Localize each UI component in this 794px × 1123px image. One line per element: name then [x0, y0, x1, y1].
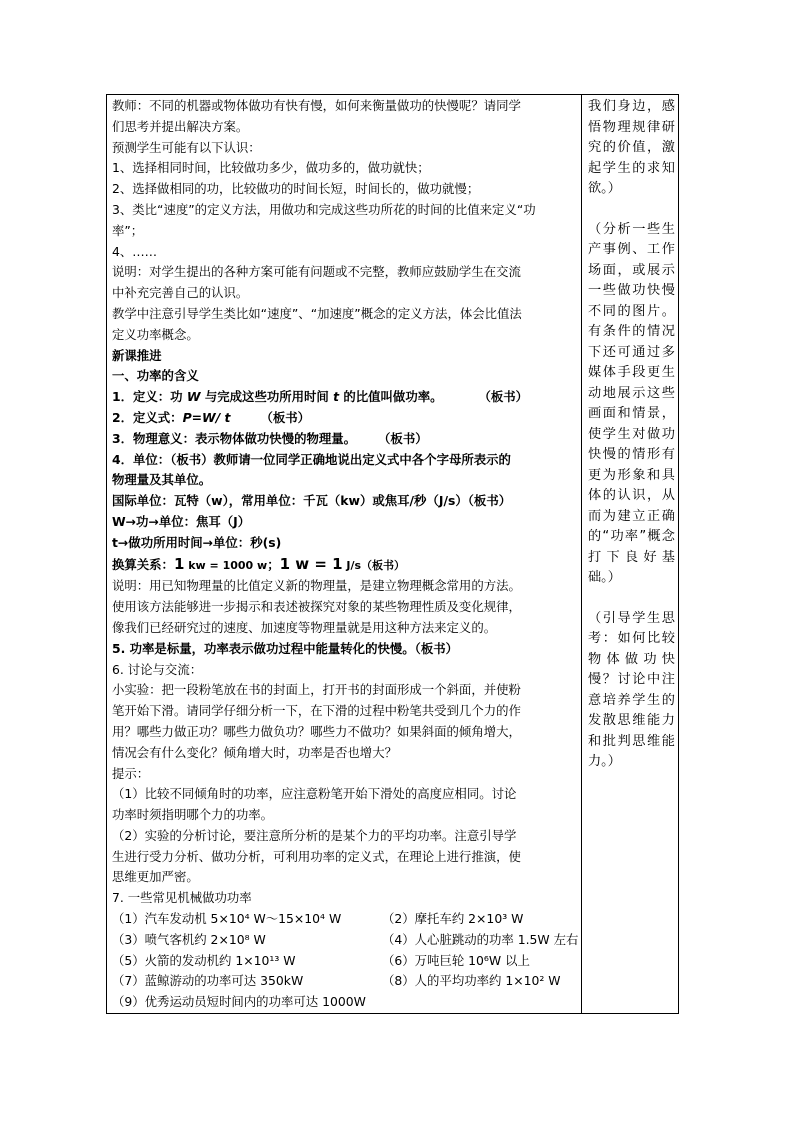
intro-line: 2、选择做相同的功，比较做功的时间长短，时间长的，做功就慢； — [112, 181, 480, 197]
experiment-line: 小实验：把一段粉笔放在书的封面上，打开书的封面形成一个斜面，并使粉 — [112, 682, 521, 698]
meaning-line: 3．物理意义：表示物体做功快慢的物理量。 （板书） — [112, 430, 428, 446]
intro-line: 3、类比“速度”的定义方法，用做功和完成这些功所花的时间的比值来定义“功 — [112, 201, 536, 217]
definition-line: 1．定义：功 W 与完成这些功所用时间 t 的比值叫做功率。 （板书） — [112, 389, 529, 405]
intro-line: 率”； — [112, 222, 144, 238]
experiment-line: 情况会有什么变化？倾角增大时，功率是否也增大？ — [112, 744, 397, 760]
time-unit-line: t→做功所用时间→单位：秒(s) — [112, 534, 282, 550]
machine-power-item: （4）人心脏跳动的功率 1.5W 左右 — [382, 931, 578, 947]
hint-line: 功率时须指明哪个力的功率。 — [112, 807, 274, 823]
intro-line: 们思考并提出解决方案。 — [112, 118, 249, 134]
intent-paragraph: （分析一些生产事例、工作场面，或展示一些做功快慢不同的图片。有条件的情况下还可通过多媒体手段更生动地展示这些画面和情景，使学生对做功快慢的情形有更为形象和具体的认识，从而为建立正确的“功率”概念打下良好基础。） — [588, 221, 675, 585]
experiment-line: 笔开始下滑。请同学仔细分析一下，在下滑的过程中粉笔共受到几个力的作 — [112, 703, 521, 719]
machine-power-item: （6）万吨巨轮 10⁶W 以上 — [382, 952, 530, 968]
power-formula: P=W/ t — [182, 409, 231, 425]
intro-line: 说明：对学生提出的各种方案可能有问题或不完整，教师应鼓励学生在交流 — [112, 264, 521, 280]
board-note: （板书） — [260, 409, 311, 425]
section-heading-7: 7. 一些常见机械做功功率 — [112, 890, 252, 906]
teaching-content — [107, 95, 581, 1013]
design-intent-cell — [582, 95, 679, 1014]
explanation-line: 使用该方法能够进一步揭示和表述被探究对象的某些物理性质及变化规律， — [112, 599, 521, 615]
teaching-content-cell — [107, 95, 582, 1014]
hint-line: 生进行受力分析、做功分析，可利用功率的定义式，在理论上进行推演，使 — [112, 848, 521, 864]
new-lesson-heading: 新课推进 — [112, 347, 162, 363]
formula-line: 2．定义式：P=W/ t （板书） — [112, 409, 311, 425]
machine-power-row — [112, 909, 578, 930]
machine-power-row — [112, 971, 578, 992]
conversion-line: 换算关系：1 kw = 1000 w；1 w = 1 J/s（板书） — [112, 554, 406, 573]
intro-line: 1、选择相同时间，比较做功多少，做功多的，做功就快； — [112, 160, 430, 176]
intent-paragraph: 我们身边，感悟物理规律研究的价值，激起学生的求知欲。） — [588, 99, 675, 196]
machine-power-item: （1）汽车发动机 5×10⁴ W～15×10⁴ W — [112, 911, 342, 927]
machine-power-item: （7）蓝鲸游动的功率可达 350kW — [112, 973, 304, 989]
explanation-line: 像我们已经研究过的速度、加速度等物理量就是用这种方法来定义的。 — [112, 619, 497, 635]
scalar-line: 5. 功率是标量，功率表示做功过程中能量转化的快慢。（板书） — [112, 640, 458, 656]
discussion-heading: 6. 讨论与交流： — [112, 661, 203, 677]
section-heading-1: 一、功率的含义 — [112, 368, 199, 384]
hint-heading: 提示： — [112, 765, 150, 781]
machine-power-row — [112, 930, 578, 951]
table-row — [107, 95, 679, 1014]
hint-line: （1）比较不同倾角时的功率，应注意粉笔开始下滑处的高度应相同。讨论 — [112, 786, 517, 802]
intro-line: 定义功率概念。 — [112, 326, 199, 342]
machine-power-row — [112, 951, 578, 972]
machine-power-item: （2）摩托车约 2×10³ W — [382, 911, 524, 927]
board-note: （板书） — [478, 389, 529, 405]
hint-line: （2）实验的分析讨论，要注意所分析的是某个力的平均功率。注意引导学 — [112, 827, 517, 843]
hint-line: 思维更加严密。 — [112, 869, 199, 885]
machine-power-item: （8）人的平均功率约 1×10² W — [382, 973, 561, 989]
unit-line: 4．单位：（板书）教师请一位同学正确地说出定义式中各个字母所表示的 — [112, 451, 511, 467]
machine-power-item: （3）喷气客机约 2×10⁸ W — [112, 931, 266, 947]
design-intent — [582, 95, 678, 773]
intro-line: 4、…… — [112, 243, 158, 259]
intro-line: 预测学生可能有以下认识： — [112, 139, 261, 155]
machine-power-item: （5）火箭的发动机约 1×10¹³ W — [112, 952, 296, 968]
board-note: （板书） — [378, 430, 428, 446]
intro-line: 教学中注意引导学生类比如“速度”、“加速度”概念的定义方法，体会比值法 — [112, 305, 522, 321]
explanation-line: 说明：用已知物理量的比值定义新的物理量，是建立物理概念常用的方法。 — [112, 578, 521, 594]
international-units: 国际单位：瓦特（w），常用单位：千瓦（kw）或焦耳/秒（J/s）（板书） — [112, 493, 512, 509]
machine-power-item: （9）优秀运动员短时间内的功率可达 1000W — [112, 994, 366, 1010]
experiment-line: 用？哪些力做正功？哪些力做负功？哪些力不做功？如果斜面的倾角增大， — [112, 723, 521, 739]
intro-line: 教师：不同的机器或物体做功有快有慢，如何来衡量做功的快慢呢？请同学 — [112, 98, 521, 113]
intro-line: 中补充完善自己的认识。 — [112, 285, 249, 301]
intent-paragraph: （引导学生思考：如何比较物体做功快慢？讨论中注意培养学生的发散思维能力和批判思维能力。） — [588, 610, 675, 769]
unit-line: 物理量及其单位。 — [112, 472, 212, 488]
work-unit-line: W→功→单位：焦耳（J） — [112, 513, 251, 529]
lesson-plan-table — [106, 94, 679, 1014]
